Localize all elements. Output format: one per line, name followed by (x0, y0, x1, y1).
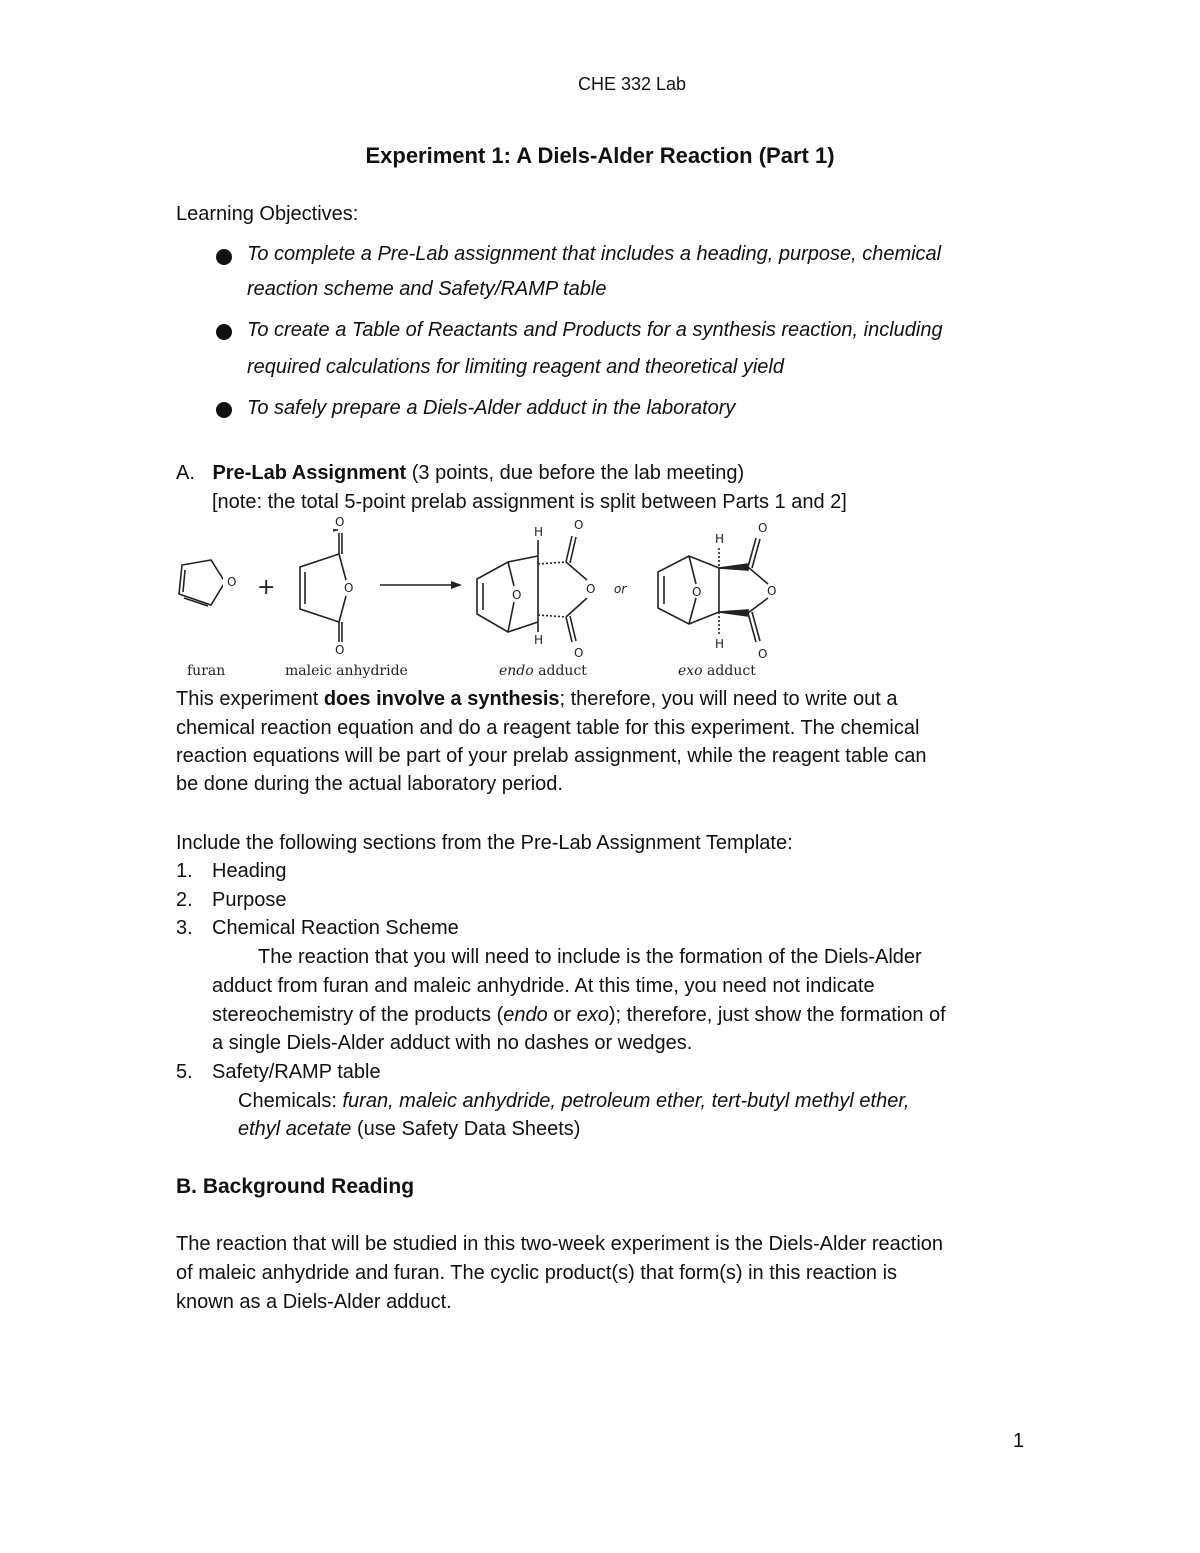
emphasis-text: does involve a synthesis (323, 688, 560, 710)
scheme-desc-line-2: adduct from furan and maleic anhydride. At this time, you need not indicate (212, 975, 875, 997)
hydrogen-label: H (534, 525, 544, 539)
list-number: 3. (176, 917, 193, 939)
hydrogen-label: H (534, 633, 544, 647)
exo-word: exo (678, 663, 703, 679)
adduct-word: adduct (533, 663, 587, 679)
section-a-note: [note: the total 5-point prelab assignment is split between Parts 1 and 2] (212, 491, 847, 513)
chemicals-prefix: Chemicals: (238, 1090, 343, 1112)
chemicals-line-1 (238, 1087, 909, 1116)
list-item-safety: Safety/RAMP table (212, 1061, 381, 1083)
include-intro: Include the following sections from the Pre-Lab Assignment Template: (176, 832, 793, 854)
chemicals-list: furan, maleic anhydride, petroleum ether, tert-butyl methyl ether, (342, 1090, 910, 1112)
oxygen-label: O (586, 582, 596, 596)
oxygen-label: O (758, 647, 768, 661)
background-line-1: The reaction that will be studied in this two-week experiment is the Diels-Alder reaction (176, 1233, 944, 1255)
bullet-icon (216, 249, 232, 265)
bullet-icon (216, 402, 232, 418)
list-item-heading: Heading (212, 860, 287, 882)
text-span: stereochemistry of the products ( (212, 1004, 504, 1026)
text-span: ; therefore, you will need to write out a (559, 688, 898, 710)
bridge-oxygen-label: O (692, 585, 702, 599)
maleic-anhydride-structure (300, 515, 353, 657)
oxygen-label: O (574, 646, 584, 660)
chemicals-list: ethyl acetate (238, 1118, 352, 1140)
endo-adduct-structure (477, 518, 595, 660)
objective-1-line-1: To complete a Pre-Lab assignment that includes a heading, purpose, chemical (247, 243, 942, 265)
objective-2-line-1: To create a Table of Reactants and Products for a synthesis reaction, including (247, 319, 943, 341)
exo-adduct-label (678, 663, 756, 679)
bridge-oxygen-label: O (512, 588, 522, 602)
objectives-heading: Learning Objectives: (176, 203, 359, 225)
oxygen-label: O (758, 521, 768, 535)
scheme-desc-line-3 (212, 1001, 946, 1030)
running-header: CHE 332 Lab (577, 74, 687, 94)
oxygen-label: O (574, 518, 584, 532)
endo-adduct-label (499, 663, 587, 679)
section-a-letter: A. (176, 462, 195, 484)
section-a-heading (176, 459, 744, 488)
page-title: Experiment 1: A Diels-Alder Reaction (Part 1) (365, 143, 835, 168)
chemicals-line-2 (238, 1115, 580, 1144)
hydrogen-label: H (715, 532, 725, 546)
bullet-icon (216, 324, 232, 340)
list-item-purpose: Purpose (212, 889, 287, 911)
synthesis-line-4: be done during the actual laboratory period. (176, 773, 563, 795)
furan-oxygen-label: O (227, 575, 237, 589)
list-number: 2. (176, 889, 193, 911)
endo-word: endo (499, 663, 534, 679)
or-label: or (614, 582, 627, 596)
synthesis-line-2: chemical reaction equation and do a reagent table for this experiment. The chemical (176, 717, 920, 739)
text-span: This experiment (176, 688, 324, 710)
list-item-scheme: Chemical Reaction Scheme (212, 917, 459, 939)
synthesis-line-3: reaction equations will be part of your prelab assignment, while the reagent table can (176, 745, 927, 767)
oxygen-label: O (335, 643, 345, 657)
furan-structure (179, 560, 237, 606)
background-line-3: known as a Diels-Alder adduct. (176, 1291, 452, 1313)
text-span: or (547, 1004, 577, 1026)
oxygen-label: O (767, 584, 777, 598)
oxygen-label: O (335, 515, 345, 529)
scheme-desc-line-1: The reaction that you will need to include is the formation of the Diels-Alder (258, 946, 922, 968)
objective-2-line-2: required calculations for limiting reagent and theoretical yield (247, 356, 784, 378)
chemicals-suffix: (use Safety Data Sheets) (351, 1118, 581, 1140)
exo-term: exo (576, 1004, 609, 1026)
plus-sign: + (257, 575, 276, 600)
objective-3-line-1: To safely prepare a Diels-Alder adduct in the laboratory (247, 397, 736, 419)
maleic-anhydride-label: maleic anhydride (285, 663, 408, 679)
page-number: 1 (1012, 1430, 1024, 1452)
oxygen-label: O (344, 581, 354, 595)
scheme-desc-line-4: a single Diels-Alder adduct with no dashes or wedges. (212, 1032, 693, 1054)
reaction-scheme (170, 512, 810, 684)
text-span: ); therefore, just show the formation of (608, 1004, 946, 1026)
adduct-word: adduct (702, 663, 756, 679)
background-line-2: of maleic anhydride and furan. The cyclic product(s) that form(s) in this reaction is (176, 1262, 898, 1284)
list-number: 1. (176, 860, 193, 882)
endo-term: endo (503, 1004, 548, 1026)
objective-1-line-2: reaction scheme and Safety/RAMP table (247, 278, 607, 300)
list-number: 5. (176, 1061, 193, 1083)
furan-label: furan (187, 663, 226, 679)
section-a-title: Pre-Lab Assignment (212, 462, 407, 484)
section-a-points: (3 points, due before the lab meeting) (406, 462, 745, 484)
synthesis-line-1 (176, 685, 897, 714)
exo-adduct-structure (658, 521, 776, 661)
hydrogen-label: H (715, 637, 725, 651)
arrow-head (451, 581, 462, 589)
section-b-heading: B. Background Reading (176, 1175, 415, 1198)
